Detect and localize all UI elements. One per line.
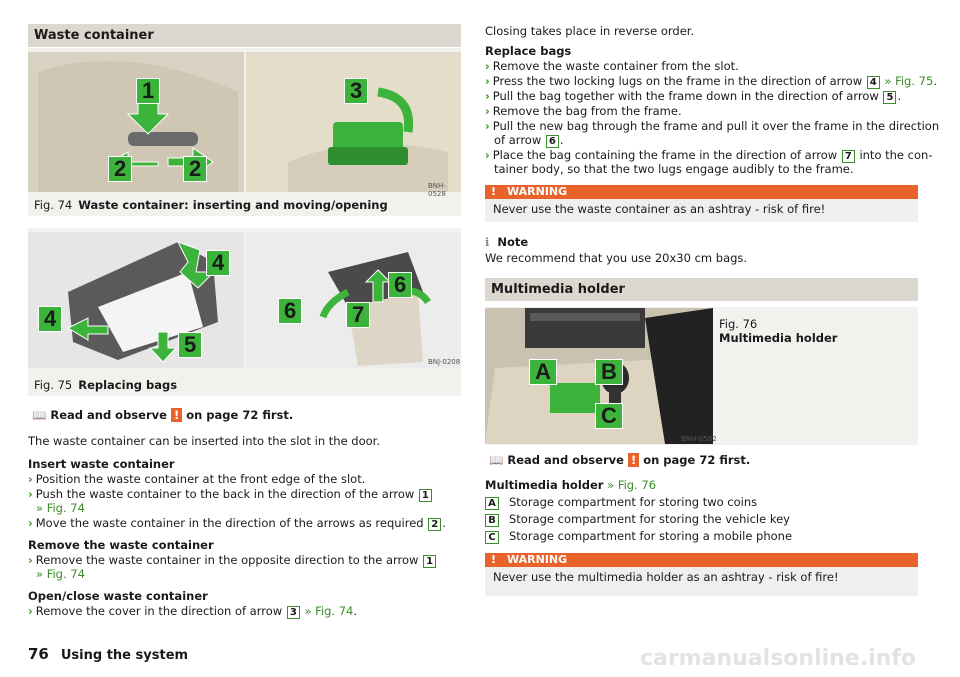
fig76-tag-b: B — [595, 359, 623, 385]
fig76-number: Fig. 76 — [719, 317, 758, 331]
figure-74 — [28, 48, 461, 216]
fig74-title: Waste container: inserting and moving/opening — [78, 198, 388, 212]
watermark: carmanualsonline.info — [640, 646, 916, 671]
warning-icon: ! — [491, 553, 497, 566]
book-icon: 📖 — [32, 408, 47, 422]
open-step-1-ref[interactable]: » Fig. 74 — [304, 604, 354, 618]
intro-text: The waste container can be inserted into the slot in the door. — [28, 434, 381, 448]
footer-section: Using the system — [60, 648, 189, 663]
warning-icon: ! — [491, 185, 497, 198]
fig74-id: BNH-0528 — [428, 182, 446, 198]
section-title-waste: Waste container — [28, 24, 461, 47]
ref-num-6: 6 — [546, 135, 559, 148]
warning-body-1: Never use the waste container as an ashtray - risk of fire! — [485, 199, 918, 222]
read-observe-left: 📖 Read and observe ! on page 72 first. — [32, 408, 294, 422]
mh-label-line: Multimedia holder » Fig. 76 — [485, 478, 657, 492]
replace-step-5-cont: of arrow 6 . — [494, 133, 564, 147]
fig76-title: Multimedia holder — [719, 331, 838, 345]
fig75-title: Replacing bags — [78, 378, 178, 392]
replace-step-6-cont: tainer body, so that the two lugs engage audibly to the frame. — [494, 162, 854, 176]
fig75-id: BNJ-0208 — [428, 358, 461, 366]
closing-text: Closing takes place in reverse order. — [485, 24, 695, 38]
ref-num-3: 3 — [287, 606, 300, 619]
fig75-caption — [34, 378, 177, 392]
warning-header-1: ! WARNING — [485, 185, 918, 199]
fig76-tag-a: A — [529, 359, 557, 385]
fig74-tag-1: 1 — [136, 78, 160, 104]
insert-step-3: › Move the waste container in the direction of the arrows as required 2 . — [28, 516, 446, 530]
ref-num-7: 7 — [842, 150, 855, 163]
ref-num-1: 1 — [419, 489, 432, 502]
fig75-number: Fig. 75 — [34, 378, 73, 392]
fig76-id: BNH-0582 — [681, 435, 717, 443]
fig74-illustration — [28, 52, 461, 194]
ref-num-4: 4 — [867, 76, 880, 89]
fig75-illustration — [28, 232, 461, 370]
replace-step-2: › Press the two locking lugs on the frame in the direction of arrow 4 » Fig. 75. — [485, 74, 937, 88]
insert-step-2-ref[interactable]: » Fig. 74 — [36, 501, 85, 515]
insert-step-1: › Position the waste container at the front edge of the slot. — [28, 472, 366, 486]
fig75-tag-6b: 6 — [388, 272, 412, 298]
section-title-multimedia: Multimedia holder — [485, 278, 918, 301]
fig75-tag-5: 5 — [178, 332, 202, 358]
key-row-a: A Storage compartment for storing two coins — [485, 495, 757, 510]
mh-fig-ref[interactable]: » Fig. 76 — [607, 478, 657, 492]
ref-num-5: 5 — [883, 91, 896, 104]
warning-body-2: Never use the multimedia holder as an ashtray - risk of fire! — [485, 567, 918, 596]
replace-step-1: › Remove the waste container from the slot. — [485, 59, 739, 73]
replace-step-6: › Place the bag containing the frame in the direction of arrow 7 into the con- — [485, 148, 933, 162]
fig75-tag-6a: 6 — [278, 298, 302, 324]
info-icon: ℹ — [485, 235, 490, 249]
warning-header-2: ! WARNING — [485, 553, 918, 567]
figure-76 — [485, 307, 918, 445]
warning-icon: ! — [171, 408, 182, 422]
replace-step-2-ref[interactable]: » Fig. 75 — [884, 74, 934, 88]
key-row-b: B Storage compartment for storing the vehicle key — [485, 512, 790, 527]
replace-step-4: › Remove the bag from the frame. — [485, 104, 682, 118]
remove-step-1: › Remove the waste container in the opposite direction to the arrow 1 — [28, 553, 437, 568]
fig75-tag-4b: 4 — [38, 306, 62, 332]
read-observe-right: 📖 Read and observe ! on page 72 first. — [489, 453, 751, 467]
warning-icon: ! — [628, 453, 639, 467]
ref-num-2: 2 — [428, 518, 441, 531]
replace-step-5: › Pull the new bag through the frame and pull it over the frame in the direction — [485, 119, 940, 133]
open-title: Open/close waste container — [28, 589, 208, 603]
key-row-c: C Storage compartment for storing a mobile phone — [485, 529, 792, 544]
replace-title: Replace bags — [485, 44, 572, 58]
page-number: 76 — [28, 645, 49, 663]
fig74-tag-3: 3 — [344, 78, 368, 104]
note-title: ℹ Note — [485, 235, 529, 249]
remove-title: Remove the waste container — [28, 538, 214, 552]
fig74-number: Fig. 74 — [34, 198, 73, 212]
fig75-tag-7: 7 — [346, 302, 370, 328]
fig76-tag-c: C — [595, 403, 623, 429]
remove-step-1-ref[interactable]: » Fig. 74 — [36, 567, 85, 581]
insert-title: Insert waste container — [28, 457, 175, 471]
page-footer — [28, 645, 188, 663]
replace-step-3: › Pull the bag together with the frame down in the direction of arrow 5 . — [485, 89, 902, 103]
note-body: We recommend that you use 20x30 cm bags. — [485, 251, 748, 265]
warning-box-2 — [485, 553, 918, 596]
figure-75 — [28, 228, 461, 396]
insert-step-2: › Push the waste container to the back in the direction of the arrow 1 — [28, 487, 433, 502]
open-step-1: › Remove the cover in the direction of arrow 3 » Fig. 74. — [28, 604, 358, 618]
fig74-caption — [34, 198, 388, 212]
fig75-tag-4a: 4 — [206, 250, 230, 276]
book-icon: 📖 — [489, 453, 504, 467]
warning-box-1 — [485, 185, 918, 222]
fig74-tag-2a: 2 — [108, 156, 132, 182]
fig74-tag-2b: 2 — [183, 156, 207, 182]
ref-num-1b: 1 — [423, 555, 436, 568]
